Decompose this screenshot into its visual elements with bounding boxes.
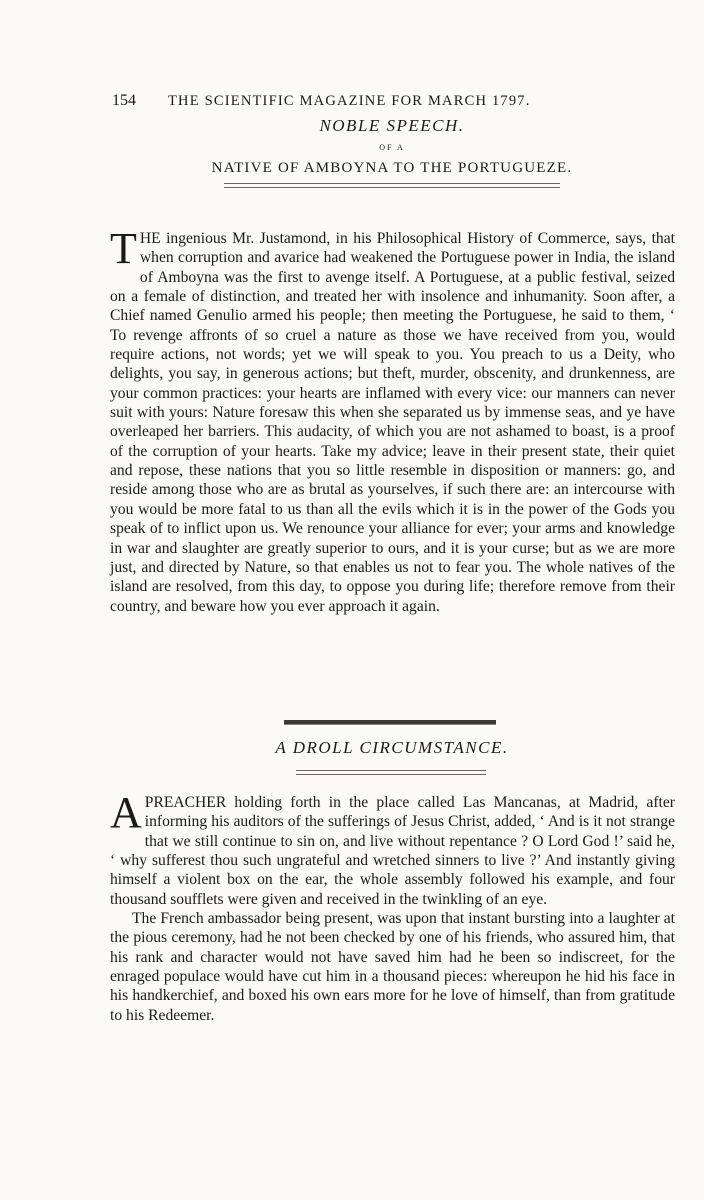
title-rule [224,183,560,188]
article-of-line: OF A [379,143,405,152]
droll-paragraph-2: The French ambassador being present, was upon that instant bursting into a laughter at the pious ceremony, had he not been checked by one of his friends, who assured him, that his rank and character would not have saved him had he been so indiscreet, for the enraged populace would have cut him in a thousand pieces: whereupon he hid his face in his handkerchief, and boxed his own ears more for he love of himself, than from gratitude to his Redeemer. [110,910,675,1024]
article-title-droll-circumstance: A DROLL CIRCUMSTANCE. [275,738,509,757]
article-title-noble-speech: NOBLE SPEECH. [319,116,465,135]
droll-body [110,788,675,1025]
running-header [112,92,672,110]
title-rule-2 [296,770,486,775]
speech-body [110,224,675,616]
running-title: THE SCIENTIFIC MAGAZINE FOR MARCH 1797. [168,93,531,109]
page-number: 154 [112,92,136,109]
droll-paragraph-1: APREACHER holding forth in the place called Las Mancanas, at Madrid, after informing his auditors of the sufferings of Jesus Christ, added, ‘ And is it not strange that we still continue to sin on, and live without repentance ? O Lord God !’ said he, ‘ why sufferest thou such ungrateful and wretched sinners to live ?’ And instantly giving himself a violent box on the ear, the whole assembly followed his example, and four thousand soufflets were given and received in the twinkling of an eye. [110,788,675,908]
speech-paragraph: THE ingenious Mr. Justamond, in his Philosophical History of Commerce, says, that when corruption and avarice had weakened the Portuguese power in India, the island of Amboyna was the first to avenge itself. A Portuguese, at a public festival, seized on a female of distinction, and treated her with insolence and inhumanity. Soon after, a Chief named Genulio armed his people; then meeting the Portuguese, he said to them, ‘ To revenge affronts of so cruel a nature as those we have received from you, would require actions, not words; yet we will speak to you. You preach to us a Deity, who delights, you say, in generous actions; but theft, murder, obscenity, and drunkenness, are your common practices: your hearts are inflamed with every vice: our manners can never suit with yours: Nature foresaw this when she separated us by immense seas, and ye have overleaped her barriers. This audacity, of which you are not ashamed to boast, is a proof of the corruption of your hearts. Take my advice; leave in their present state, their quiet and repose, these nations that you so little resemble in disposition or manners: go, and reside among those who are as brutal as yourselves, if such there are: an intercourse with you would be more fatal to us than all the evils which it is in the power of the Gods you speak of to inflict upon us. We renounce your alliance for ever; your arms and knowledge in war and slaughter are greatly superior to ours, and it is your curse; but as we are more just, and directed by Nature, so that enables us not to fear you. The whole natives of the island are resolved, from this day, to oppose you during life; therefore remove from their country, and beware how you ever approach it again. [110,224,675,615]
section-divider [284,720,496,725]
article-subtitle: NATIVE OF AMBOYNA TO THE PORTUGUEZE. [211,160,573,176]
